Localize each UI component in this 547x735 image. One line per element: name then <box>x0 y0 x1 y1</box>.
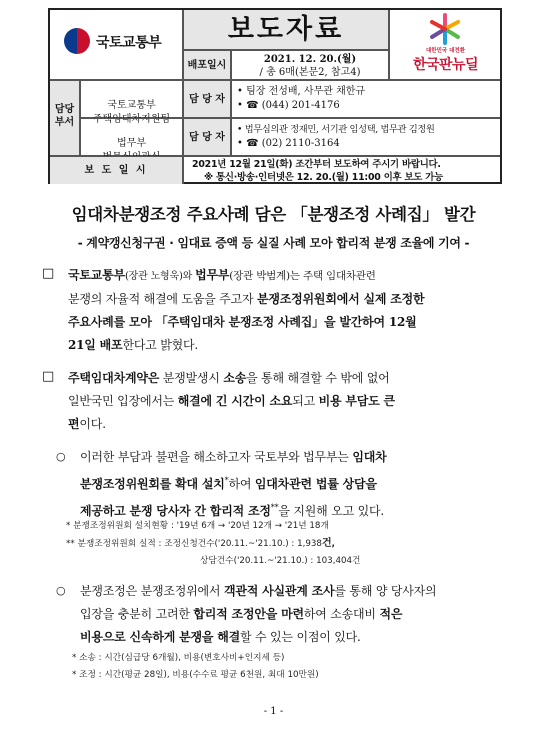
embargo-line-2: ※ 통신·방송·인터넷은 12. 20.(월) 11:00 이후 보도 가능 <box>204 172 443 183</box>
dept-1-name: 국토교통부 주택임대차지원팀 <box>92 100 171 125</box>
staff-label-2: 담 당 자 <box>183 118 231 156</box>
staff-2-phone: • ☎ (02) 2110-3164 <box>237 138 340 149</box>
p3-l2c: 임대차관련 법률 상담을 <box>254 477 377 491</box>
staff-1-phone: • ☎ (044) 201-4176 <box>237 100 340 111</box>
p2-l1d: 을 통해 해결할 수 밖에 없어 <box>246 371 390 385</box>
p1-l2b: 분쟁조정위원회에서 실제 조정한 <box>256 292 425 306</box>
embargo-label: 보 도 일 시 <box>50 156 183 184</box>
p2-l1b: 분쟁발생시 <box>159 371 224 385</box>
p4-l2c: 하여 소송대비 <box>303 607 380 621</box>
p1-l1d: (장관 박범계)는 주택 임대차관련 <box>229 270 376 282</box>
footnote-1: * 분쟁조정위원회 설치현황 : '19년 6개 → '20년 12개 → '21년 18개 <box>66 521 329 531</box>
paragraph-2 <box>68 367 508 436</box>
paragraph-3 <box>80 446 510 523</box>
page-number: - 1 - <box>263 706 284 717</box>
p4-l2d: 적은 <box>379 607 403 621</box>
p3-l3b: 을 지원해 오고 있다. <box>278 504 384 518</box>
paragraph-4 <box>80 580 510 649</box>
p4-l1b: 객관적 사실관계 조사 <box>223 584 335 598</box>
p3-l1a: 이러한 부담과 불편을 해소하고자 국토부와 법무부는 <box>80 450 353 464</box>
staff-1-names: • 팀장 전성배, 사무관 채한규 <box>237 86 366 97</box>
p1-l1c: 법무부 <box>195 268 230 282</box>
p4-l1c: 를 통해 양 당사자의 <box>334 584 437 598</box>
p1-l2a: 분쟁의 자율적 해결에 도움을 주고자 <box>68 292 257 306</box>
p3-l2a: 분쟁조정위원회를 확대 설치 <box>80 477 225 491</box>
press-release-subtitle: - 계약갱신청구권 · 임대료 증액 등 실질 사례 모아 합리적 분쟁 조율에 기여 - <box>77 236 470 250</box>
p2-l3b: 이다. <box>79 417 106 431</box>
footnote-3: 상담건수('20.11.~'21.10.) : 103,404건 <box>200 556 361 566</box>
paragraph-4-bullet: ○ <box>56 584 66 597</box>
embargo-cell <box>183 156 500 184</box>
p1-l1a: 국토교통부 <box>68 268 125 282</box>
p3-l2sup: * <box>224 476 229 485</box>
press-release-header <box>48 8 502 184</box>
p2-l1a: 주택임대차계약은 <box>68 371 160 385</box>
release-label: 배포일시 <box>183 50 231 80</box>
footnote-2a: ** 분쟁조정위원회 실적 : 조정신청건수('20.11.~'21.10.) : 1,938 <box>66 539 322 549</box>
p1-l1b: (장관 노형욱)와 <box>124 271 196 282</box>
ministry-logo-cell <box>50 10 183 80</box>
p4-l2a: 입장을 충분히 고려한 <box>80 607 194 621</box>
staff-1 <box>231 80 500 118</box>
press-release-title: 임대차분쟁조정 주요사례 담은 「분쟁조정 사례집」 발간 <box>71 205 476 224</box>
p2-l3a: 편 <box>68 417 80 431</box>
footnote-block-2 <box>72 650 502 684</box>
p3-l1b: 임대차 <box>352 450 387 464</box>
dept-1 <box>80 80 183 125</box>
paragraph-1-bullet: □ <box>42 266 55 281</box>
paragraph-3-bullet: ○ <box>56 450 66 463</box>
p4-l3b: 할 수 있는 이점이 있다. <box>240 630 361 644</box>
new-deal-logo-icon <box>427 13 463 45</box>
staff-2 <box>231 118 500 156</box>
brand-logo-small: 대한민국 대전환 <box>425 48 466 54</box>
p4-l2b: 합리적 조정안을 마련 <box>193 607 304 621</box>
footnote-2b: 건 <box>321 538 332 549</box>
dept-label <box>50 80 80 156</box>
footnote-cost-mediation: * 조정 : 시간(평균 28일), 비용(수수료 평균 6천원, 최대 10만원) <box>72 670 319 680</box>
staff-2-names: • 법무심의관 정재민, 서기관 임성택, 법무관 김정원 <box>237 124 435 135</box>
footnote-2 <box>66 535 506 553</box>
doc-type-title: 보도자료 <box>183 10 389 50</box>
p2-l2d: 비용 부담도 큰 <box>318 394 395 408</box>
footnote-2c: , <box>331 539 335 549</box>
release-date: 2021. 12. 20.(월) <box>263 54 357 65</box>
brand-logo-text: 한국판뉴딜 <box>412 57 479 73</box>
p4-l1a: 분쟁조정은 분쟁조정위에서 <box>80 584 224 598</box>
p3-l3a: 제공하고 분쟁 당사자 간 합리적 조정 <box>80 504 271 518</box>
p4-l3a: 비용으로 신속하게 분쟁을 해결 <box>80 630 241 644</box>
p2-l1c: 소송 <box>223 371 247 385</box>
staff-label-1: 담 당 자 <box>183 80 231 118</box>
ministry-emblem-icon <box>64 28 90 54</box>
ministry-logo-text: 국토교통부 <box>96 35 162 51</box>
footnote-cost-litigation: * 소송 : 시간(심급당 6개월), 비용(변호사비+인지세 등) <box>72 653 285 663</box>
paragraph-1 <box>68 264 508 357</box>
dept-2 <box>80 118 183 156</box>
footnote-block-1 <box>66 518 506 570</box>
embargo-line-1: 2021년 12월 21일(화) 조간부터 보도하여 주시기 바랍니다. <box>192 159 441 170</box>
dept-2-name: 법무부 <box>117 138 146 149</box>
release-pages: / 총 6매(본문2, 참고4) <box>259 67 361 78</box>
dept-label-text: 담당 부서 <box>54 104 75 128</box>
p1-l4b: 한다고 밝혔다. <box>122 338 199 352</box>
p1-l3: 주요사례를 모아 「주택임대차 분쟁조정 사례집」을 발간하여 12월 <box>68 315 417 329</box>
brand-logo-cell <box>389 10 500 80</box>
p2-l2b: 해결에 긴 시간이 소요 <box>177 394 293 408</box>
p2-l2c: 되고 <box>292 394 319 408</box>
p2-l2a: 일반국민 입장에서는 <box>68 394 178 408</box>
p1-l4a: 21일 배포 <box>68 338 123 352</box>
paragraph-2-bullet: □ <box>42 369 55 384</box>
release-value-cell <box>231 50 389 80</box>
p3-l3sup: ** <box>270 503 279 512</box>
p3-l2b: 하여 <box>228 477 255 491</box>
